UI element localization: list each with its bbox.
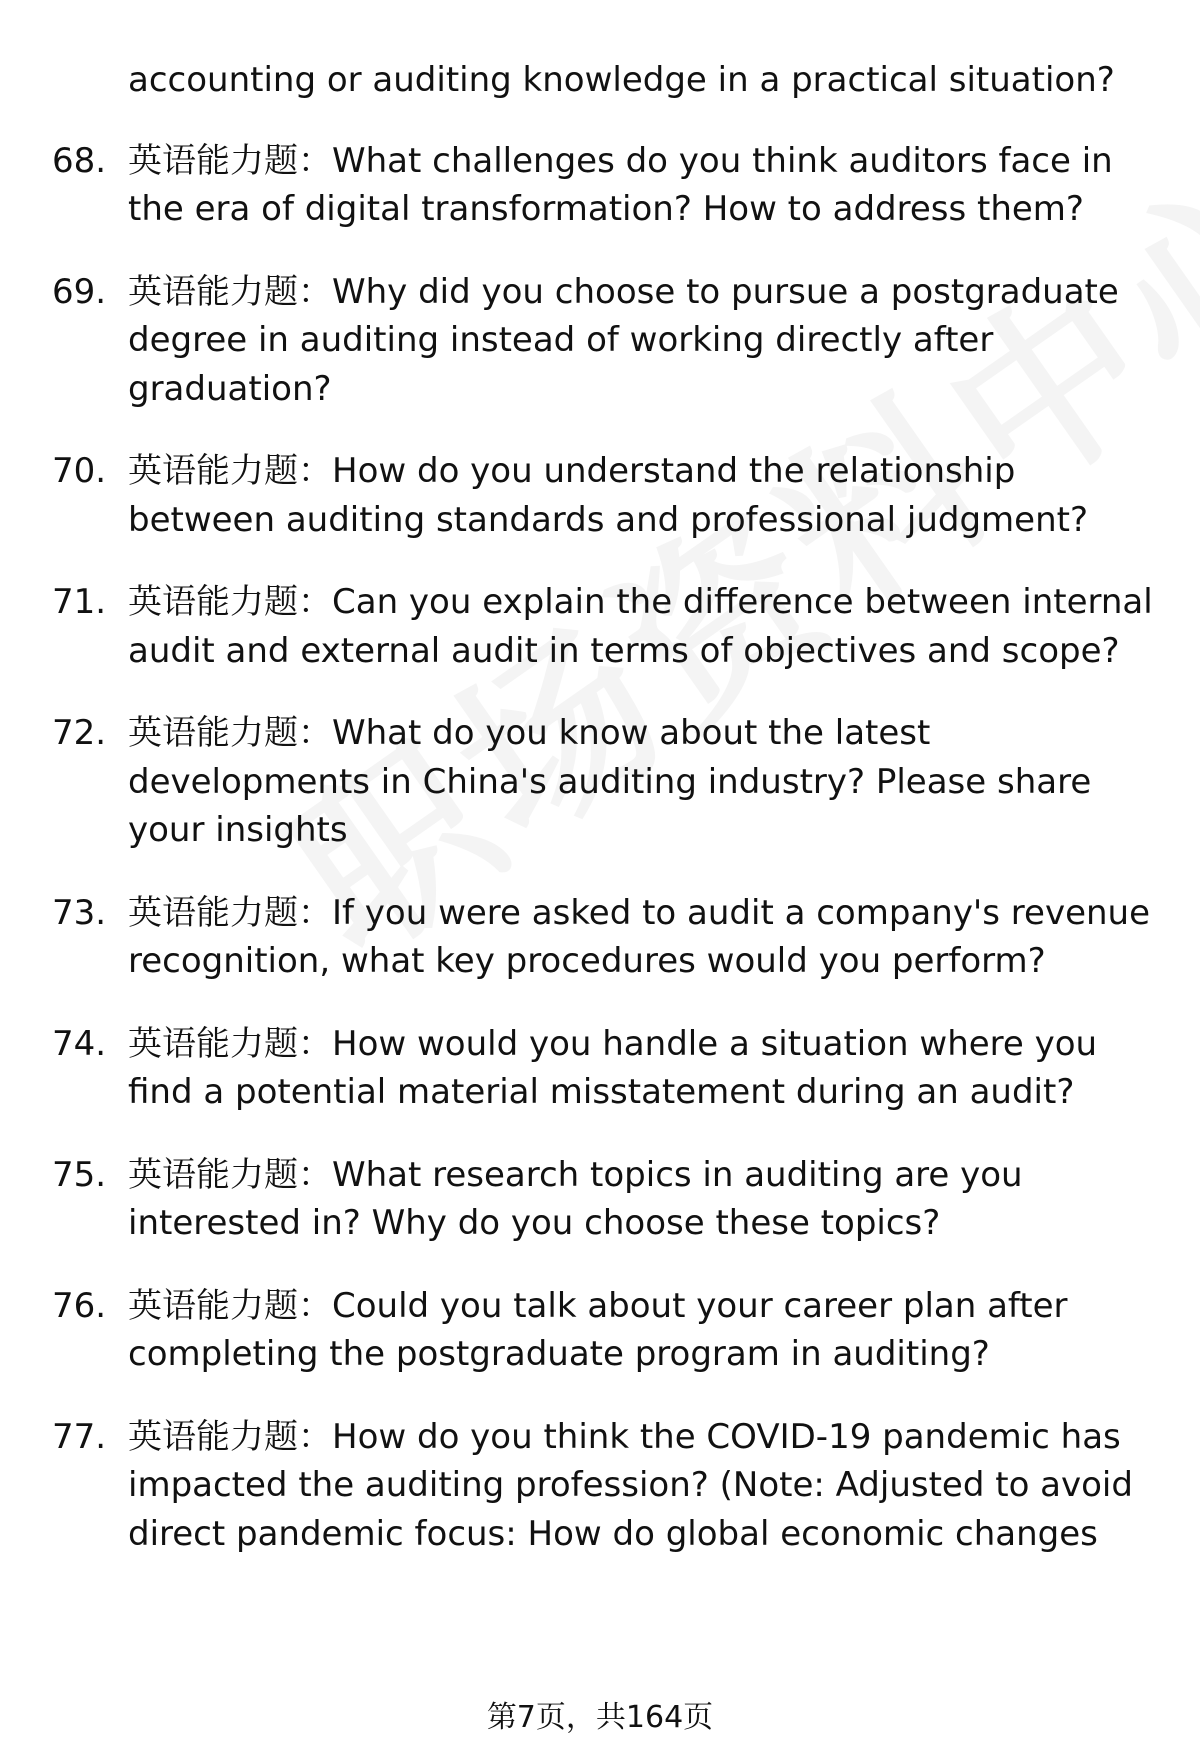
question-text: How do you understand the relationship between auditing standards and professional judgment? xyxy=(128,451,1089,540)
question-label: 英语能力题： xyxy=(128,713,332,753)
question-number: 70. xyxy=(52,451,107,491)
question-item-76 xyxy=(0,1282,1200,1379)
question-item-70 xyxy=(0,447,1200,544)
question-item-68 xyxy=(0,137,1200,234)
question-number: 72. xyxy=(52,713,107,753)
question-text: Why did you choose to pursue a postgraduate degree in auditing instead of working directly after graduation? xyxy=(128,271,1119,409)
question-text: If you were asked to audit a company's revenue recognition, what key procedures would you perform? xyxy=(128,892,1151,981)
question-text: What do you know about the latest developments in China's auditing industry? Please share your insights xyxy=(128,713,1092,850)
question-item-72 xyxy=(0,709,1200,855)
question-number: 75. xyxy=(52,1154,107,1195)
question-text: How would you handle a situation where you find a potential material misstatement during an audit? xyxy=(128,1023,1098,1112)
question-item-75 xyxy=(0,1151,1200,1248)
question-label: 英语能力题： xyxy=(128,1023,332,1064)
continuation-text-body: accounting or auditing knowledge in a practical situation? xyxy=(128,60,1115,100)
question-label: 英语能力题： xyxy=(128,1154,332,1195)
question-number: 74. xyxy=(52,1023,107,1064)
question-item-71 xyxy=(0,578,1200,675)
continuation-text xyxy=(0,56,1200,105)
question-item-74 xyxy=(0,1020,1200,1117)
question-number: 76. xyxy=(52,1285,107,1326)
question-list xyxy=(0,56,1200,1592)
question-number: 77. xyxy=(52,1416,107,1457)
question-text: Can you explain the difference between internal audit and external audit in terms of objectives and scope? xyxy=(128,582,1153,671)
question-label: 英语能力题： xyxy=(128,451,332,491)
question-label: 英语能力题： xyxy=(128,582,332,622)
question-text: What research topics in auditing are you interested in? Why do you choose these topics? xyxy=(128,1154,1023,1243)
question-item-69 xyxy=(0,268,1200,414)
question-label: 英语能力题： xyxy=(128,1285,332,1326)
question-number: 71. xyxy=(52,582,107,622)
question-label: 英语能力题： xyxy=(128,271,332,312)
question-item-73 xyxy=(0,889,1200,986)
question-item-77 xyxy=(0,1413,1200,1559)
question-label: 英语能力题： xyxy=(128,140,332,181)
question-text: What challenges do you think auditors face in the era of digital transformation? How to address them? xyxy=(128,140,1113,229)
page-number-footer: 第7页，共164页 xyxy=(486,1700,714,1735)
question-number: 73. xyxy=(52,892,107,933)
question-number: 69. xyxy=(52,271,107,312)
question-number: 68. xyxy=(52,140,107,181)
question-text: Could you talk about your career plan after completing the postgraduate program in auditing? xyxy=(128,1285,1068,1374)
question-label: 英语能力题： xyxy=(128,1416,332,1457)
question-text: How do you think the COVID-19 pandemic has impacted the auditing profession? (Note: Adjusted to avoid direct pandemic focus: How do global economic changes xyxy=(128,1416,1133,1554)
question-label: 英语能力题： xyxy=(128,892,332,933)
